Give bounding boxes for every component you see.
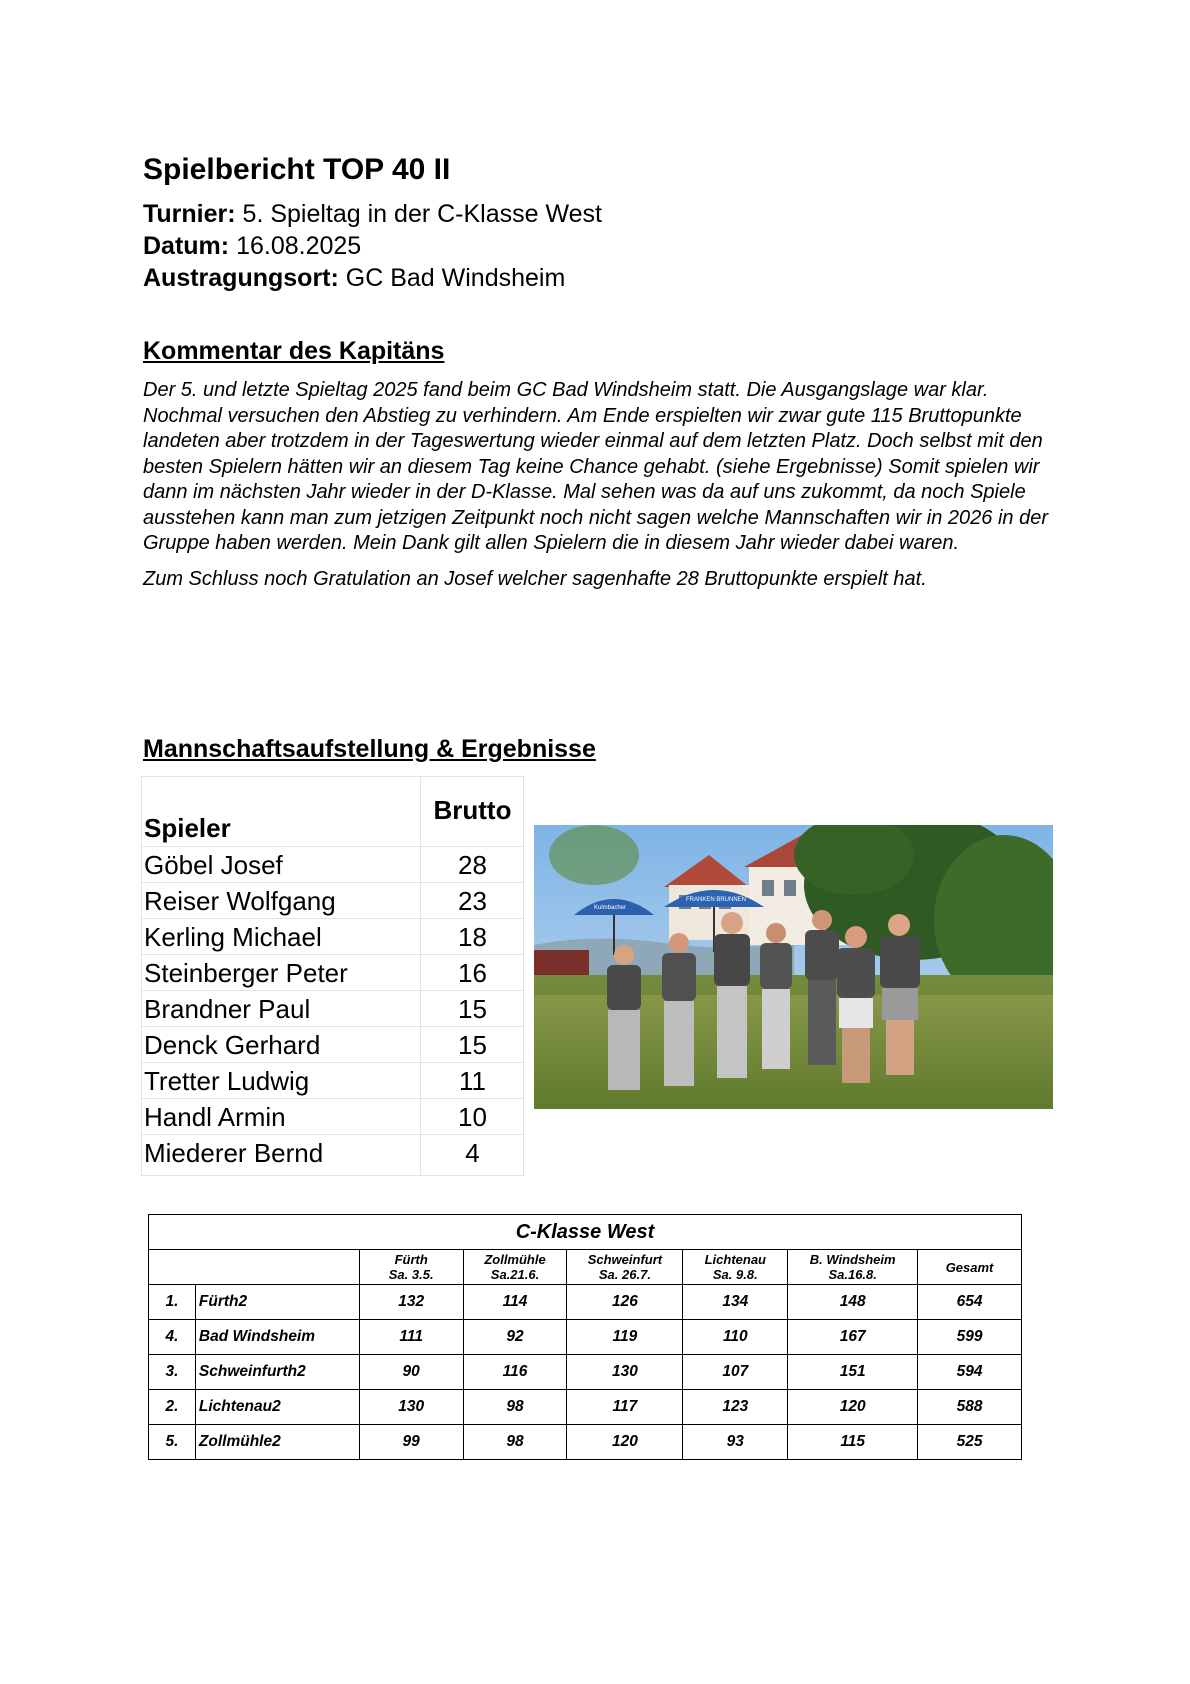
league-title: C-Klasse West <box>149 1215 1022 1250</box>
col-header-venue <box>463 1250 567 1285</box>
score-cell: 126 <box>567 1285 683 1320</box>
total-cell: 594 <box>918 1355 1022 1390</box>
venue-date: Sa.16.8. <box>828 1267 877 1282</box>
score-cell: 151 <box>788 1355 918 1390</box>
score-cell: 107 <box>683 1355 788 1390</box>
player-score: 15 <box>458 994 487 1024</box>
score-cell: 130 <box>567 1355 683 1390</box>
total-cell: 525 <box>918 1425 1022 1460</box>
captain-comment <box>143 378 1063 592</box>
rank-cell: 5. <box>149 1425 196 1460</box>
col-header-total: Gesamt <box>918 1250 1022 1285</box>
table-row <box>142 954 523 991</box>
table-row <box>142 1026 523 1063</box>
venue-name: Zollmühle <box>484 1252 546 1267</box>
score-cell: 98 <box>463 1425 567 1460</box>
venue-date: Sa. 9.8. <box>712 1267 758 1282</box>
player-name: Tretter Ludwig <box>144 1066 310 1096</box>
col-header-player: Spieler <box>144 813 231 843</box>
score-cell: 130 <box>359 1390 463 1425</box>
score-cell: 98 <box>463 1390 567 1425</box>
total-cell: 654 <box>918 1285 1022 1320</box>
col-header-venue <box>788 1250 918 1285</box>
score-cell: 148 <box>788 1285 918 1320</box>
score-cell: 115 <box>788 1425 918 1460</box>
meta-turnier <box>143 200 602 229</box>
table-row <box>149 1355 1022 1390</box>
score-cell: 92 <box>463 1320 567 1355</box>
player-score: 10 <box>458 1102 487 1132</box>
datum-label: Datum: <box>143 232 230 260</box>
header-empty-cell <box>149 1250 360 1285</box>
score-cell: 123 <box>683 1390 788 1425</box>
team-cell: Lichtenau2 <box>195 1390 359 1425</box>
meta-ort <box>143 264 565 293</box>
team-cell: Schweinfurth2 <box>195 1355 359 1390</box>
score-cell: 110 <box>683 1320 788 1355</box>
player-name: Handl Armin <box>144 1102 286 1132</box>
table-row <box>149 1285 1022 1320</box>
col-header-venue <box>359 1250 463 1285</box>
team-photo <box>534 825 1053 1109</box>
team-cell: Bad Windsheim <box>195 1320 359 1355</box>
player-name: Denck Gerhard <box>144 1030 321 1060</box>
lineup-table <box>141 776 524 1176</box>
table-row <box>142 990 523 1027</box>
team-cell: Zollmühle2 <box>195 1425 359 1460</box>
rank-cell: 2. <box>149 1390 196 1425</box>
col-header-venue <box>567 1250 683 1285</box>
player-score: 16 <box>458 958 487 988</box>
player-score: 11 <box>459 1066 486 1096</box>
page-title: Spielbericht TOP 40 II <box>143 153 451 186</box>
player-score: 23 <box>458 886 487 916</box>
table-row <box>142 1134 523 1171</box>
total-cell: 599 <box>918 1320 1022 1355</box>
meta-datum <box>143 232 361 261</box>
player-name: Göbel Josef <box>144 850 283 880</box>
team-cell: Fürth2 <box>195 1285 359 1320</box>
col-header-venue <box>683 1250 788 1285</box>
score-cell: 120 <box>567 1425 683 1460</box>
player-name: Kerling Michael <box>144 922 322 952</box>
score-cell: 117 <box>567 1390 683 1425</box>
player-name: Reiser Wolfgang <box>144 886 336 916</box>
score-cell: 116 <box>463 1355 567 1390</box>
score-cell: 134 <box>683 1285 788 1320</box>
table-row <box>142 846 523 883</box>
score-cell: 119 <box>567 1320 683 1355</box>
turnier-label: Turnier: <box>143 200 236 228</box>
rank-cell: 1. <box>149 1285 196 1320</box>
umbrella-text-2: FRANKEN BRUNNEN <box>686 897 747 903</box>
score-cell: 114 <box>463 1285 567 1320</box>
score-cell: 120 <box>788 1390 918 1425</box>
table-row <box>142 882 523 919</box>
comment-paragraph-1: Der 5. und letzte Spieltag 2025 fand beim GC Bad Windsheim statt. Die Ausgangslage war klar. Nochmal versuchen den Abstieg zu verhindern. Am Ende erspielten wir zwar gute 115 Bruttopunkte landeten aber trotzdem in der Tageswertung wieder einmal auf dem letzten Platz. Doch selbst mit den besten Spielern hätten wir an diesem Tag keine Chance gehabt. (siehe Ergebnisse) Somit spielen wir dann im nächsten Jahr wieder in der D-Klasse. Mal sehen was da auf uns zukommt, da noch Spiele ausstehen kann man zum jetzigen Zeitpunkt noch nicht sagen welche Mannschaften wir in 2026 in der Gruppe haben werden. Mein Dank gilt allen Spielern die in diesem Jahr wieder dabei waren. <box>143 379 1048 554</box>
score-cell: 93 <box>683 1425 788 1460</box>
table-row <box>142 918 523 955</box>
ort-label: Austragungsort: <box>143 264 339 292</box>
table-row <box>149 1390 1022 1425</box>
score-cell: 111 <box>359 1320 463 1355</box>
table-row <box>142 1098 523 1135</box>
score-cell: 90 <box>359 1355 463 1390</box>
player-score: 4 <box>465 1138 480 1168</box>
comment-heading: Kommentar des Kapitäns <box>143 337 445 365</box>
rank-cell: 3. <box>149 1355 196 1390</box>
venue-date: Sa. 26.7. <box>598 1267 651 1282</box>
table-row <box>142 1062 523 1099</box>
lineup-heading: Mannschaftsaufstellung & Ergebnisse <box>143 735 596 763</box>
player-score: 28 <box>458 850 487 880</box>
score-cell: 132 <box>359 1285 463 1320</box>
venue-date: Sa.21.6. <box>490 1267 540 1282</box>
score-cell: 167 <box>788 1320 918 1355</box>
player-name: Brandner Paul <box>144 994 311 1024</box>
total-cell: 588 <box>918 1390 1022 1425</box>
league-table <box>148 1214 1022 1460</box>
score-cell: 99 <box>359 1425 463 1460</box>
table-row <box>149 1320 1022 1355</box>
umbrella-text-1: Kulmbacher <box>594 905 627 911</box>
venue-name: Schweinfurt <box>587 1252 663 1267</box>
turnier-value: 5. Spieltag in der C-Klasse West <box>242 200 602 228</box>
table-row <box>149 1425 1022 1460</box>
player-score: 18 <box>458 922 487 952</box>
comment-paragraph-2: Zum Schluss noch Gratulation an Josef welcher sagenhafte 28 Bruttopunkte erspielt hat. <box>143 567 927 590</box>
datum-value: 16.08.2025 <box>236 232 362 260</box>
ort-value: GC Bad Windsheim <box>345 264 566 292</box>
venue-name: Lichtenau <box>704 1252 766 1267</box>
venue-date: Sa. 3.5. <box>388 1267 434 1282</box>
rank-cell: 4. <box>149 1320 196 1355</box>
player-name: Steinberger Peter <box>144 958 348 988</box>
venue-name: B. Windsheim <box>809 1252 896 1267</box>
team-photo-illustration <box>534 825 1053 1109</box>
player-name: Miederer Bernd <box>144 1138 324 1168</box>
player-score: 15 <box>458 1030 487 1060</box>
col-header-score: Brutto <box>433 795 512 825</box>
venue-name: Fürth <box>394 1252 428 1267</box>
